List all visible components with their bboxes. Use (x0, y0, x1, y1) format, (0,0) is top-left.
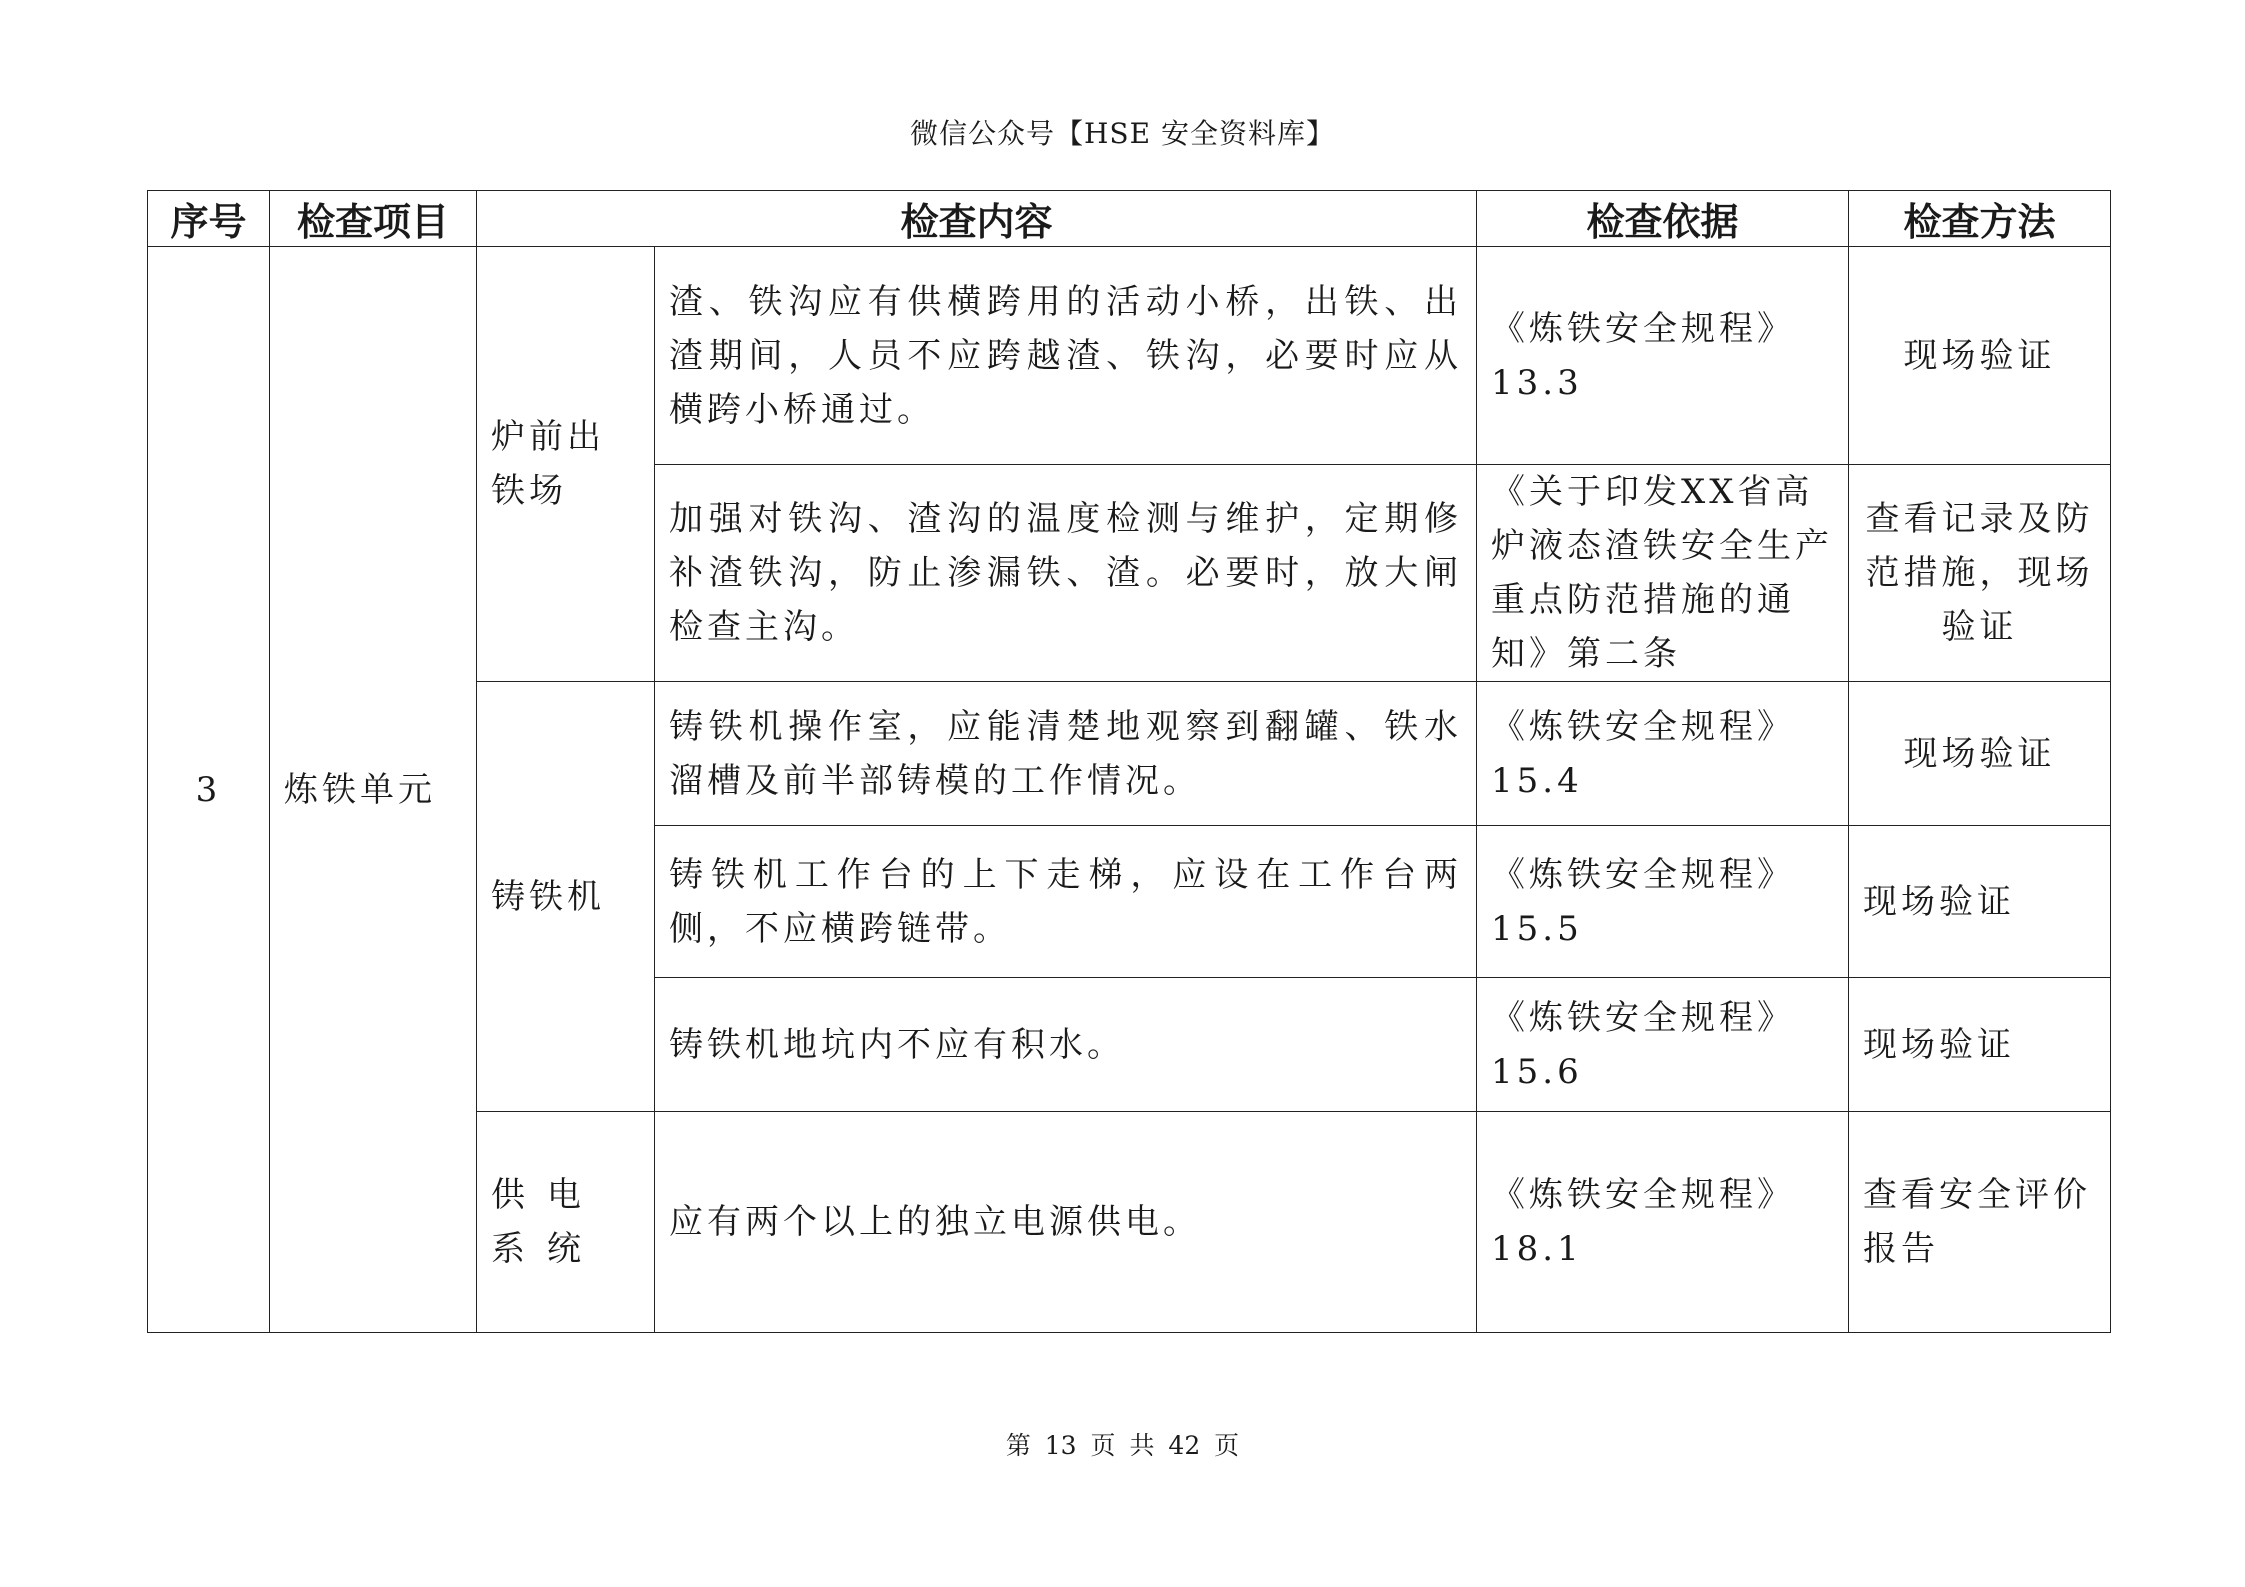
method-cell: 现场验证 (1849, 978, 2111, 1112)
col-header-basis: 检查依据 (1477, 191, 1849, 247)
content-cell: 渣、铁沟应有供横跨用的活动小桥，出铁、出渣期间，人员不应跨越渣、铁沟，必要时应从横跨小桥通过。 (655, 247, 1477, 465)
page-header: 微信公众号【HSE 安全资料库】 (910, 117, 1335, 150)
table-header-row (148, 191, 2111, 247)
content-cell: 加强对铁沟、渣沟的温度检测与维护，定期修补渣铁沟，防止渗漏铁、渣。必要时，放大闸检查主沟。 (655, 465, 1477, 682)
basis-cell: 《炼铁安全规程》15.6 (1477, 978, 1849, 1112)
basis-cell: 《炼铁安全规程》15.4 (1477, 682, 1849, 826)
content-cell: 铸铁机操作室，应能清楚地观察到翻罐、铁水溜槽及前半部铸模的工作情况。 (655, 682, 1477, 826)
inspection-item-cell: 炼铁单元 (270, 247, 477, 1333)
content-cell: 应有两个以上的独立电源供电。 (655, 1112, 1477, 1333)
col-header-item: 检查项目 (270, 191, 477, 247)
col-header-method: 检查方法 (1849, 191, 2111, 247)
basis-cell: 《炼铁安全规程》15.5 (1477, 826, 1849, 978)
col-header-serial: 序号 (148, 191, 270, 247)
content-cell: 铸铁机地坑内不应有积水。 (655, 978, 1477, 1112)
method-cell: 现场验证 (1849, 682, 2111, 826)
basis-cell: 《关于印发XX省高炉液态渣铁安全生产重点防范措施的通知》第二条 (1477, 465, 1849, 682)
sub-item-cell: 供电系统 (477, 1112, 655, 1333)
method-cell: 查看安全评价报告 (1849, 1112, 2111, 1333)
method-cell: 查看记录及防范措施，现场验证 (1849, 465, 2111, 682)
page-footer: 第 13 页 共 42 页 (1005, 1431, 1240, 1460)
content-cell: 铸铁机工作台的上下走梯，应设在工作台两侧，不应横跨链带。 (655, 826, 1477, 978)
sub-item-cell: 铸铁机 (477, 682, 655, 1112)
method-cell: 现场验证 (1849, 826, 2111, 978)
inspection-table (147, 190, 2111, 1333)
method-cell: 现场验证 (1849, 247, 2111, 465)
serial-number-cell: 3 (148, 247, 270, 1333)
basis-cell: 《炼铁安全规程》18.1 (1477, 1112, 1849, 1333)
table-row (148, 247, 2111, 465)
sub-item-cell: 炉前出铁场 (477, 247, 655, 682)
basis-cell: 《炼铁安全规程》13.3 (1477, 247, 1849, 465)
col-header-content: 检查内容 (477, 191, 1477, 247)
